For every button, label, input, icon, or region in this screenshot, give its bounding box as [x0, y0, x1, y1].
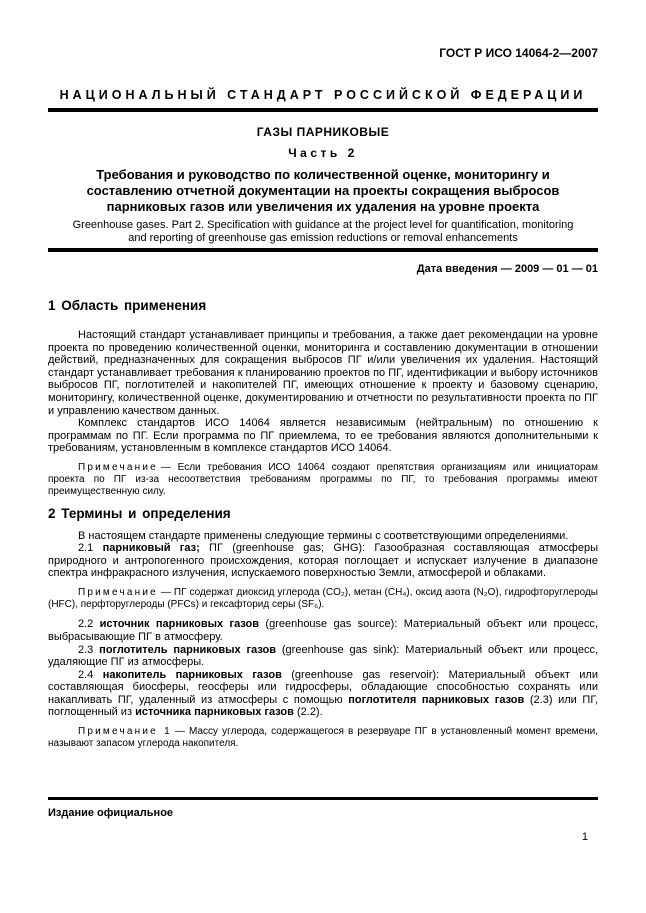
horizontal-rule-top: [48, 108, 598, 112]
effective-date: Дата введения — 2009 — 01 — 01: [416, 263, 598, 275]
document-part: Часть 2: [288, 146, 358, 160]
scope-paragraph-1: Настоящий стандарт устанавливает принципы и требования, а также дает рекомендации на уровне проекта по проведению количественной оценки, мониторинга и составлению документации в отношении действий, предназначенных для сокращения выбросов ПГ и/или увеличения их удаления. Настоящий стандарт устанавливает требования к планированию проектов по ПГ, идентификации и выбору источников выбросов ПГ, поглотителей и накопителей ПГ, имеющих отношение к проекту и базовому сценарию, мониторингу, количественной оценке, документированию и отчетности по результативности проекта по ПГ и управлению качеством данных.: [48, 329, 598, 417]
note-label: Примечание: [78, 586, 158, 598]
footer-rule: [48, 797, 598, 800]
note-label: Примечание: [78, 461, 158, 473]
doc-number: ГОСТ Р ИСО 14064-2—2007: [439, 46, 598, 60]
section-2-heading: 2 Термины и определения: [48, 505, 231, 521]
document-title-ru: Требования и руководство по количественной оценке, мониторингу и составлению отчетной документации на проекты сокращения выбросов парниковых газов или увеличения их удаления на уровне проекта: [86, 167, 560, 214]
term-note-2-4: [48, 726, 598, 750]
federation-banner: НАЦИОНАЛЬНЫЙ СТАНДАРТ РОССИЙСКОЙ ФЕДЕРАЦИИ: [59, 88, 587, 102]
term-definition-2-3: 2.3 поглотитель парниковых газов (greenhouse gas sink): Материальный объект или процесс, удаляющие ПГ из атмосферы.: [48, 643, 599, 669]
term-definition-2-1: 2.1 парниковый газ; ПГ (greenhouse gas; GHG): Газообразная составляющая атмосферы природного и антропогенного происхождения, которая поглощает и испускает излучение в диапазоне спектра инфракрасного излучения, испускаемого поверхностью Земли, атмосферой и облаками.: [48, 542, 598, 580]
edition-label: Издание официальное: [48, 807, 174, 819]
note-text: — Массу углерода, содержащегося в резервуаре ПГ в установленный момент времени, называют запасом углерода накопителя.: [48, 726, 599, 750]
note-label: Примечание 1: [78, 726, 172, 738]
document-title-en: Greenhouse gases. Part 2. Specification with guidance at the project level for quantification, monitoring and reporting of greenhouse gas emission reductions or removal enhancements: [72, 219, 574, 244]
page-footer: [48, 797, 598, 843]
horizontal-rule-mid: [48, 248, 598, 252]
section-1-heading: 1 Область применения: [48, 298, 207, 313]
document-subject: ГАЗЫ ПАРНИКОВЫЕ: [256, 125, 390, 139]
term-definition-2-2: 2.2 источник парниковых газов (greenhouse gas source): Материальный объект или процесс, выбрасывающие ПГ в атмосферу.: [48, 618, 598, 643]
note-text: — ПГ содержат диоксид углерода (CO₂), метан (CH₄), оксид азота (N₂O), гидрофторуглероды (HFC), перфторуглероды (PFCs) и гексафторид серы (SF₆).: [48, 586, 598, 611]
scope-note: [48, 462, 598, 499]
term-definition-2-4: 2.4 накопитель парниковых газов (greenhouse gas reservoir): Материальный объект или составляющая биосферы, геосферы или гидросферы, обладающие способностью сохранять или накапливать ПГ, удаленный из атмосферы с помощью поглотителя парниковых газов (2.3) или ПГ, поглощенный из источника парниковых газов (2.2).: [48, 668, 598, 719]
page-number: 1: [581, 831, 588, 843]
term-note-2-1: [48, 587, 598, 611]
note-text: — Если требования ИСО 14064 создают препятствия организациям или инициаторам проекта по ПГ из-за несоответствия требованиям программы по ПГ, то требования программы имеют преимущественную силу.: [48, 461, 598, 498]
terms-intro: В настоящем стандарте применены следующие термины с соответствующими определениями.: [78, 529, 569, 542]
scope-paragraph-2: Комплекс стандартов ИСО 14064 является независимым (нейтральным) по отношению к программам по ПГ. Если программа по ПГ приемлема, то ее требования являются дополнительными к требованиям, установленным в комплексе стандартов ИСО 14064.: [48, 417, 598, 455]
